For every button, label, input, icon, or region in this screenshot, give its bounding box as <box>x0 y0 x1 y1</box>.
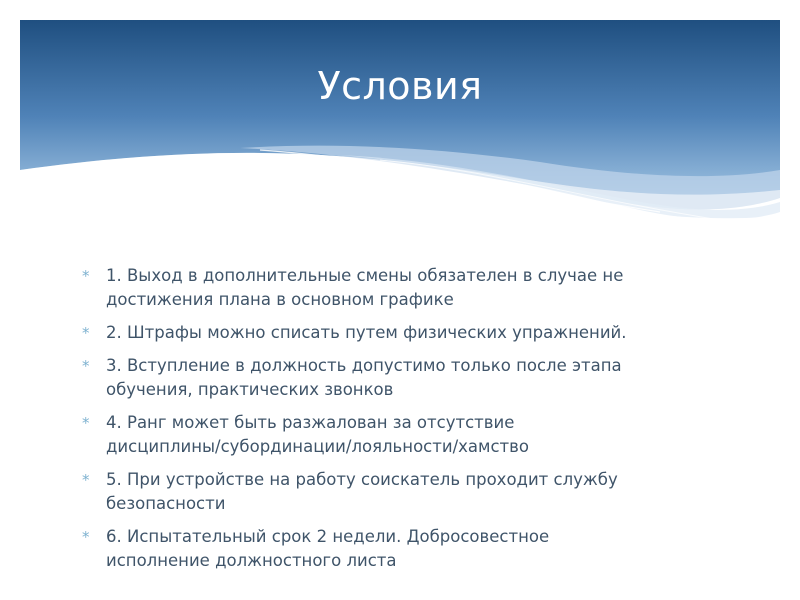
bullet-marker: * <box>82 324 90 342</box>
bullet-text-line: 5. При устройстве на работу соискатель проходит службу <box>106 470 618 489</box>
bullet-marker: * <box>82 267 90 285</box>
bullet-text-line: исполнение должностного листа <box>106 551 397 570</box>
bullet-text-line: 4. Ранг может быть разжалован за отсутствие <box>106 413 515 432</box>
bullet-text-line: обучения, практических звонков <box>106 380 394 399</box>
bullet-item <box>82 411 762 459</box>
slide <box>20 20 780 580</box>
bullet-item <box>82 321 762 345</box>
bullet-marker: * <box>82 528 90 546</box>
bullet-item <box>82 468 762 516</box>
bullet-text-line: 2. Штрафы можно списать путем физических упражнений. <box>106 323 627 342</box>
bullet-text-line: дисциплины/субординации/лояльности/хамство <box>106 437 529 456</box>
bullet-text-line: 1. Выход в дополнительные смены обязателен в случае не <box>106 266 624 285</box>
bullet-marker: * <box>82 471 90 489</box>
bullet-item <box>82 525 762 573</box>
bullet-text-line: безопасности <box>106 494 226 513</box>
bullet-text-line: достижения плана в основном графике <box>106 290 454 309</box>
header-wave-background <box>20 20 780 250</box>
bullet-marker: * <box>82 357 90 375</box>
bullet-item <box>82 264 762 312</box>
slide-title: Условия <box>317 64 483 108</box>
bullet-marker: * <box>82 414 90 432</box>
bullet-item <box>82 354 762 402</box>
bullet-text-line: 6. Испытательный срок 2 недели. Добросовестное <box>106 527 550 546</box>
bullet-text-line: 3. Вступление в должность допустимо только после этапа <box>106 356 622 375</box>
bullet-list <box>82 264 762 580</box>
